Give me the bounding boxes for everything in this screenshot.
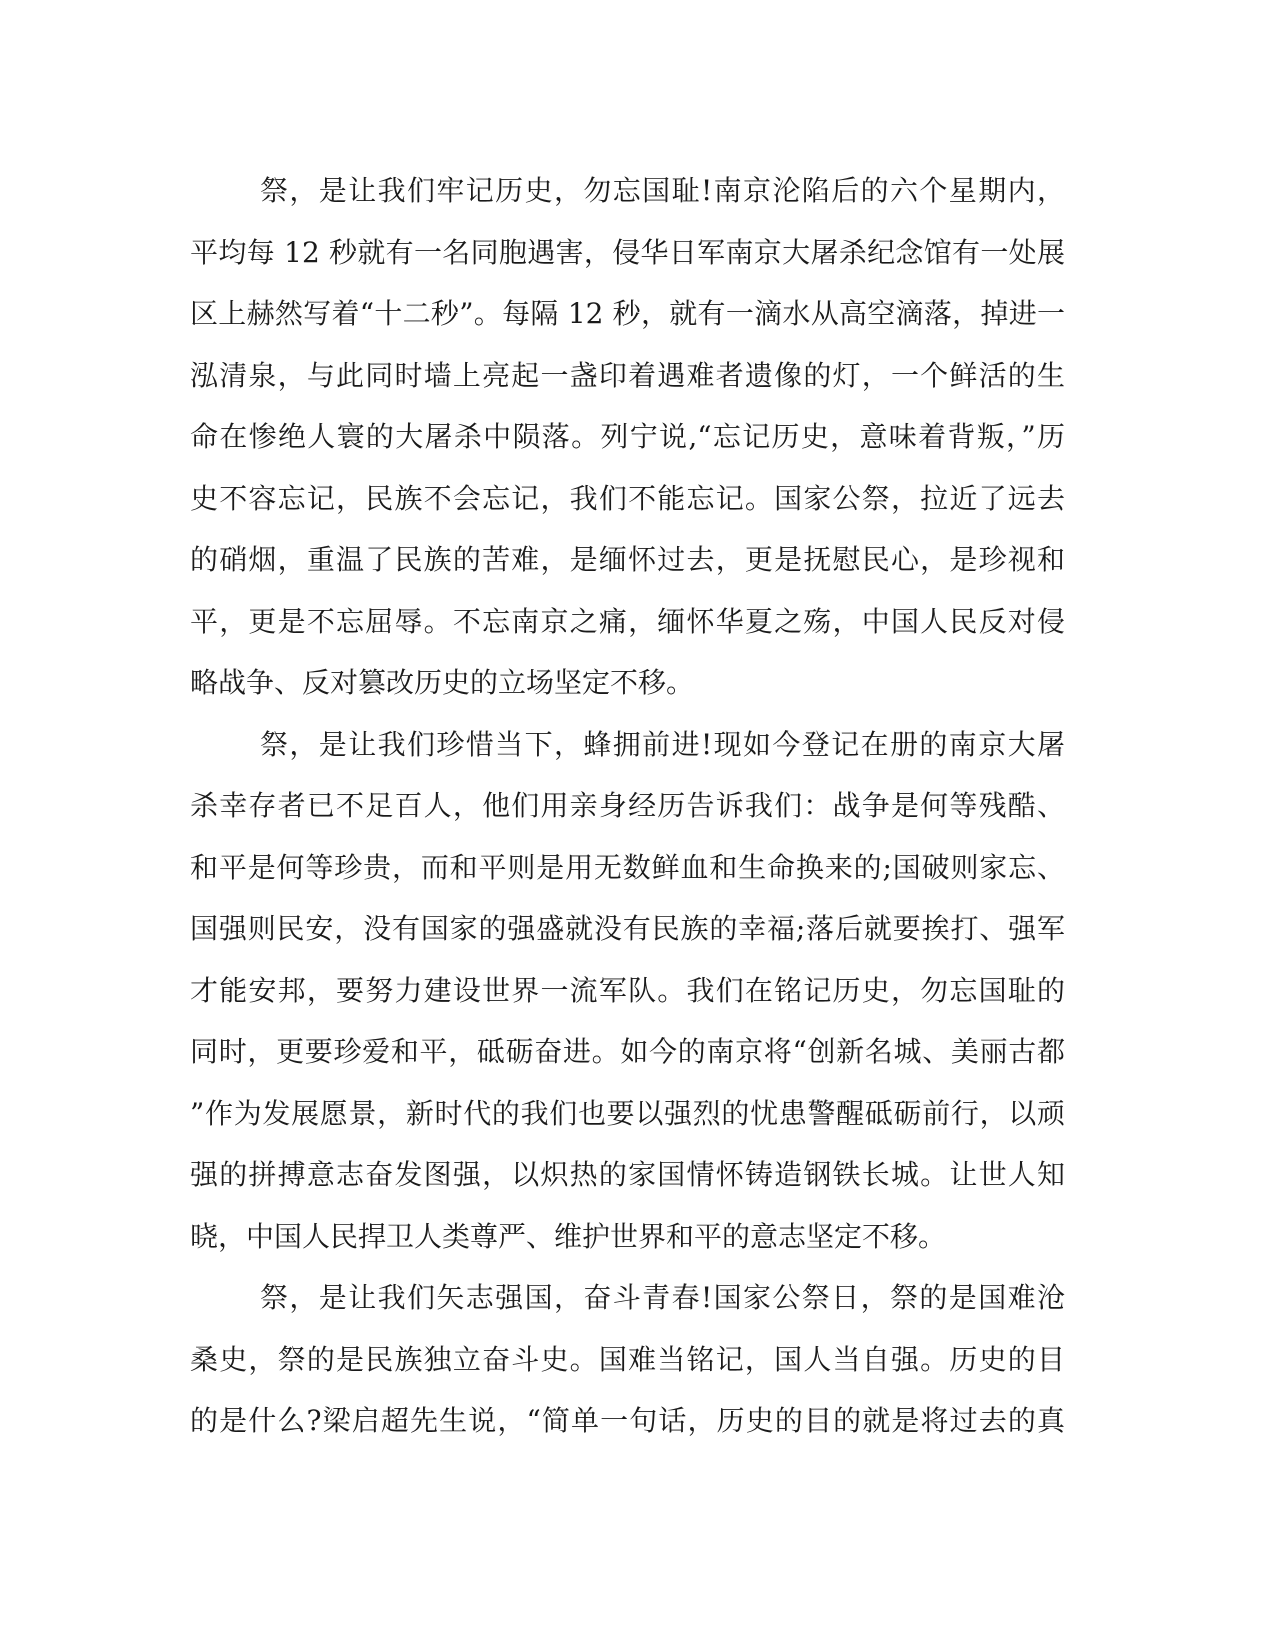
paragraph-line: 略战争、反对篡改历史的立场坚定不移。 (190, 666, 695, 699)
paragraph-line: 祭，是让我们牢记历史，勿忘国耻!南京沦陷后的六个星期内， (260, 174, 1065, 207)
paragraph-line: 的硝烟，重温了民族的苦难，是缅怀过去，更是抚慰民心，是珍视和 (190, 543, 1065, 576)
paragraph-3 (190, 1267, 1065, 1452)
paragraph-line: 国强则民安，没有国家的强盛就没有民族的幸福;落后就要挨打、强军 (190, 912, 1065, 945)
paragraph-line: 桑史，祭的是民族独立奋斗史。国难当铭记，国人当自强。历史的目 (190, 1342, 1065, 1376)
paragraph-line: 强的拼搏意志奋发图强，以炽热的家国情怀铸造钢铁长城。让世人知 (190, 1158, 1065, 1191)
paragraph-line: 泓清泉，与此同时墙上亮起一盏印着遇难者遗像的灯，一个鲜活的生 (190, 358, 1065, 392)
paragraph-line: 祭，是让我们矢志强国，奋斗青春!国家公祭日，祭的是国难沧 (260, 1281, 1065, 1314)
document-body (190, 160, 1065, 1452)
paragraph-line: 区上赫然写着“十二秒”。每隔 12 秒，就有一滴水从高空滴落，掉进一 (190, 297, 1065, 330)
paragraph-line: 的是什么?梁启超先生说，“简单一句话，历史的目的就是将过去的真 (190, 1404, 1065, 1437)
paragraph-line: 平，更是不忘屈辱。不忘南京之痛，缅怀华夏之殇，中国人民反对侵 (190, 604, 1065, 638)
paragraph-line: 史不容忘记，民族不会忘记，我们不能忘记。国家公祭，拉近了远去 (190, 481, 1065, 515)
paragraph-line: 晓，中国人民捍卫人类尊严、维护世界和平的意志坚定不移。 (190, 1219, 947, 1253)
paragraph-line: 祭，是让我们珍惜当下，蜂拥前进!现如今登记在册的南京大屠 (260, 727, 1065, 761)
paragraph-line: 才能安邦，要努力建设世界一流军队。我们在铭记历史，勿忘国耻的 (190, 973, 1065, 1007)
paragraph-line: 同时，更要珍爱和平，砥砺奋进。如今的南京将“创新名城、美丽古都 (190, 1035, 1065, 1068)
paragraph-line: 平均每 12 秒就有一名同胞遇害，侵华日军南京大屠杀纪念馆有一处展 (190, 235, 1065, 269)
paragraph-line: 和平是何等珍贵，而和平则是用无数鲜血和生命换来的;国破则家忘、 (190, 850, 1065, 884)
paragraph-line: 命在惨绝人寰的大屠杀中陨落。列宁说,“忘记历史，意味着背叛，”历 (190, 420, 1065, 453)
paragraph-2 (190, 714, 1065, 1268)
paragraph-1 (190, 160, 1065, 714)
paragraph-line: 杀幸存者已不足百人，他们用亲身经历告诉我们：战争是何等残酷、 (190, 789, 1065, 822)
paragraph-line: ”作为发展愿景，新时代的我们也要以强烈的忧患警醒砥砺前行，以顽 (190, 1096, 1065, 1130)
